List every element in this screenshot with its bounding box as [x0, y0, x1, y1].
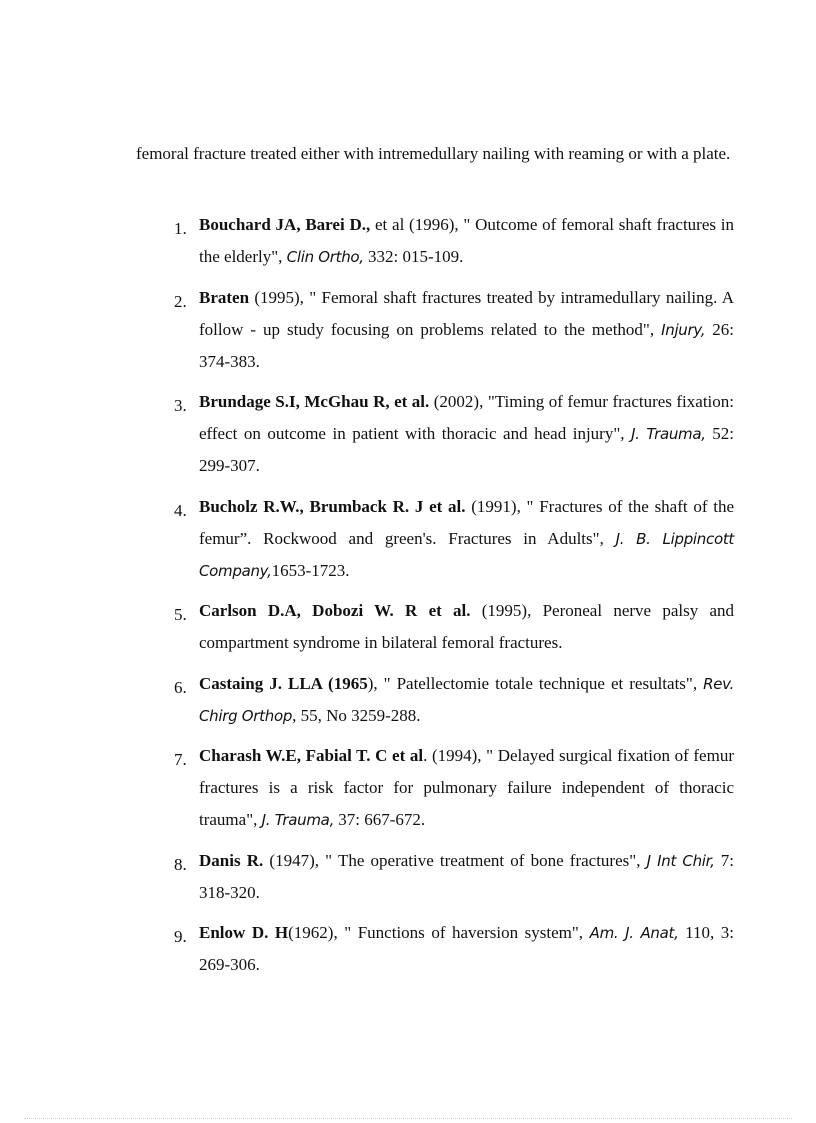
reference-authors: Enlow D. H: [199, 923, 289, 942]
reference-journal: J. B. Lippincott Company,: [199, 529, 734, 580]
reference-item: [174, 917, 734, 981]
reference-item: [174, 740, 734, 836]
reference-number: 9 .: [174, 921, 187, 953]
reference-authors: Bucholz R.W., Brumback R. J et al.: [199, 496, 466, 516]
reference-item: [174, 845, 734, 909]
reference-details: (1991), " Fractures of the shaft of the femur”. Rockwood and green's. Fractures in Adults",: [199, 496, 734, 548]
reference-number: 7 .: [174, 744, 187, 776]
reference-number: 2 .: [174, 286, 187, 318]
reference-number: 3 .: [174, 390, 187, 422]
reference-item: [174, 491, 734, 587]
reference-authors: Braten: [199, 287, 250, 307]
reference-authors: Charash W.E, Fabial T. C et al: [199, 746, 424, 765]
reference-list: [174, 209, 734, 990]
reference-volume-pages: 52: 299-307.: [199, 424, 734, 475]
intro-paragraph: femoral fracture treated either with intremedullary nailing with reaming or with a plate.: [136, 144, 731, 163]
reference-number: 5 .: [174, 599, 187, 631]
reference-volume-pages: 26: 374-383.: [199, 319, 734, 371]
reference-authors: Bouchard JA, Barei D.,: [199, 215, 371, 234]
reference-journal: Clin Ortho,: [286, 248, 364, 266]
reference-details: (1947), " The operative treatment of bone fractures",: [263, 850, 647, 870]
reference-authors: Brundage S.I, McGhau R, et al.: [199, 392, 430, 411]
reference-number: 6 .: [174, 672, 187, 704]
reference-details: (1995), Peroneal nerve palsy and compartment syndrome in bilateral femoral fractures.: [199, 601, 734, 652]
reference-item: [174, 668, 734, 732]
reference-volume-pages: 37: 667-672.: [334, 810, 426, 829]
reference-details: (1962), " Functions of haversion system",: [288, 923, 590, 942]
reference-number: 4 .: [174, 495, 187, 527]
reference-volume-pages: 7: 318-320.: [199, 850, 734, 902]
reference-item: [174, 595, 734, 659]
reference-journal: J. Trauma,: [261, 811, 335, 829]
reference-item: [174, 282, 734, 378]
reference-journal: Rev. Chirg Orthop: [199, 674, 734, 725]
reference-journal: J. Trauma,: [631, 425, 706, 443]
reference-volume-pages: 1653-1723.: [271, 560, 350, 580]
reference-authors: Castaing J. LLA (1965: [199, 673, 368, 693]
reference-journal: J Int Chir,: [646, 851, 715, 870]
reference-authors: Danis R.: [199, 850, 264, 870]
reference-volume-pages: 110, 3: 269-306.: [199, 923, 734, 974]
reference-journal: Injury,: [661, 320, 706, 339]
reference-details: ), " Patellectomie totale technique et resultats",: [367, 673, 704, 693]
reference-journal: Am. J. Anat,: [589, 924, 679, 942]
reference-item: [174, 209, 734, 273]
reference-details: (2002), "Timing of femur fractures fixation: effect on outcome in patient with thoracic and head injury",: [199, 392, 735, 443]
reference-number: 1 .: [174, 213, 187, 245]
reference-details: . (1994), " Delayed surgical fixation of femur fractures is a risk factor for pulmonary failure independent of thoracic trauma",: [199, 746, 734, 829]
reference-volume-pages: 332: 015-109.: [363, 247, 464, 266]
reference-authors: Carlson D.A, Dobozi W. R et al.: [199, 601, 471, 620]
reference-item: [174, 386, 734, 482]
reference-volume-pages: , 55, No 3259-288.: [292, 705, 421, 725]
reference-number: 8 .: [174, 849, 187, 881]
page-bottom-divider: [24, 1118, 792, 1119]
reference-details: (1995), " Femoral shaft fractures treated by intramedullary nailing. A follow - up study focusing on problems related to the method",: [199, 287, 734, 339]
reference-details: et al (1996), " Outcome of femoral shaft fractures in the elderly",: [199, 215, 734, 266]
